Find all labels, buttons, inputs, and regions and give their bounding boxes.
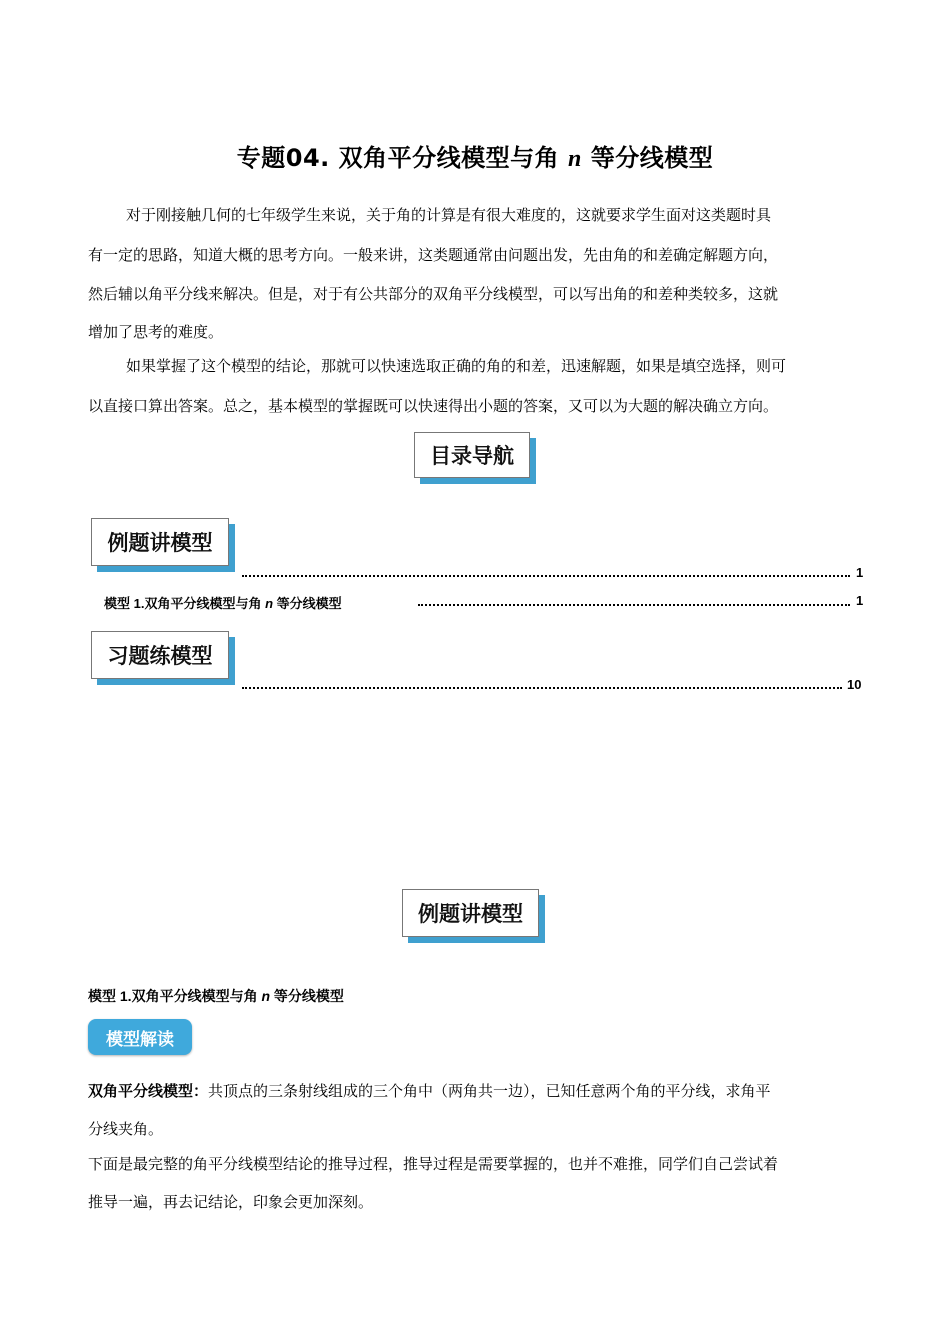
toc-page-number: 10	[847, 677, 862, 692]
intro-p1-line1: 对于刚接触几何的七年级学生来说，关于角的计算是有很大难度的，这就要求学生面对这类题时具	[126, 206, 772, 224]
model-interpretation-badge: 模型解读	[88, 1019, 192, 1055]
toc-section-exercises[interactable]: 习题练模型	[91, 631, 229, 679]
intro-p2-line2: 以直接口算出答案。总之，基本模型的掌握既可以快速得出小题的答案，又可以为大题的解决确立方向。	[88, 397, 779, 415]
definition-line1: 双角平分线模型：共顶点的三条射线组成的三个角中（两角共一边），已知任意两个角的平分线，求角平	[88, 1082, 771, 1100]
intro-p1-line2: 有一定的思路，知道大概的思考方向。一般来讲，这类题通常由问题出发，先由角的和差确定解题方向，	[88, 246, 779, 264]
toc-leader-dots	[418, 604, 850, 606]
model-title: 模型 1.双角平分线模型与角 n 等分线模型	[88, 988, 344, 1004]
toc-page-number: 1	[856, 565, 864, 580]
toc-leader-dots	[242, 687, 842, 689]
section-heading: 例题讲模型	[402, 889, 539, 937]
toc-page-number: 1	[856, 593, 864, 608]
body-line2: 推导一遍，再去记结论，印象会更加深刻。	[88, 1193, 374, 1211]
toc-section-examples[interactable]: 例题讲模型	[91, 518, 229, 566]
intro-p1-line4: 增加了思考的难度。	[88, 323, 224, 341]
toc-item-model1[interactable]: 模型 1.双角平分线模型与角 n 等分线模型	[104, 596, 342, 611]
page-title: 专题04. 双角平分线模型与角 n 等分线模型	[236, 144, 714, 172]
definition-line2: 分线夹角。	[88, 1120, 164, 1138]
body-line1: 下面是最完整的角平分线模型结论的推导过程，推导过程是需要掌握的，也并不难推，同学们自己尝试着	[88, 1155, 779, 1173]
intro-p1-line3: 然后辅以角平分线来解决。但是，对于有公共部分的双角平分线模型，可以写出角的和差种类较多，这就	[88, 285, 779, 303]
intro-p2-line1: 如果掌握了这个模型的结论，那就可以快速选取正确的角的和差，迅速解题，如果是填空选择，则可	[126, 357, 787, 375]
definition-term: 双角平分线模型：	[88, 1082, 209, 1100]
toc-heading: 目录导航	[414, 432, 530, 478]
toc-leader-dots	[242, 575, 850, 577]
